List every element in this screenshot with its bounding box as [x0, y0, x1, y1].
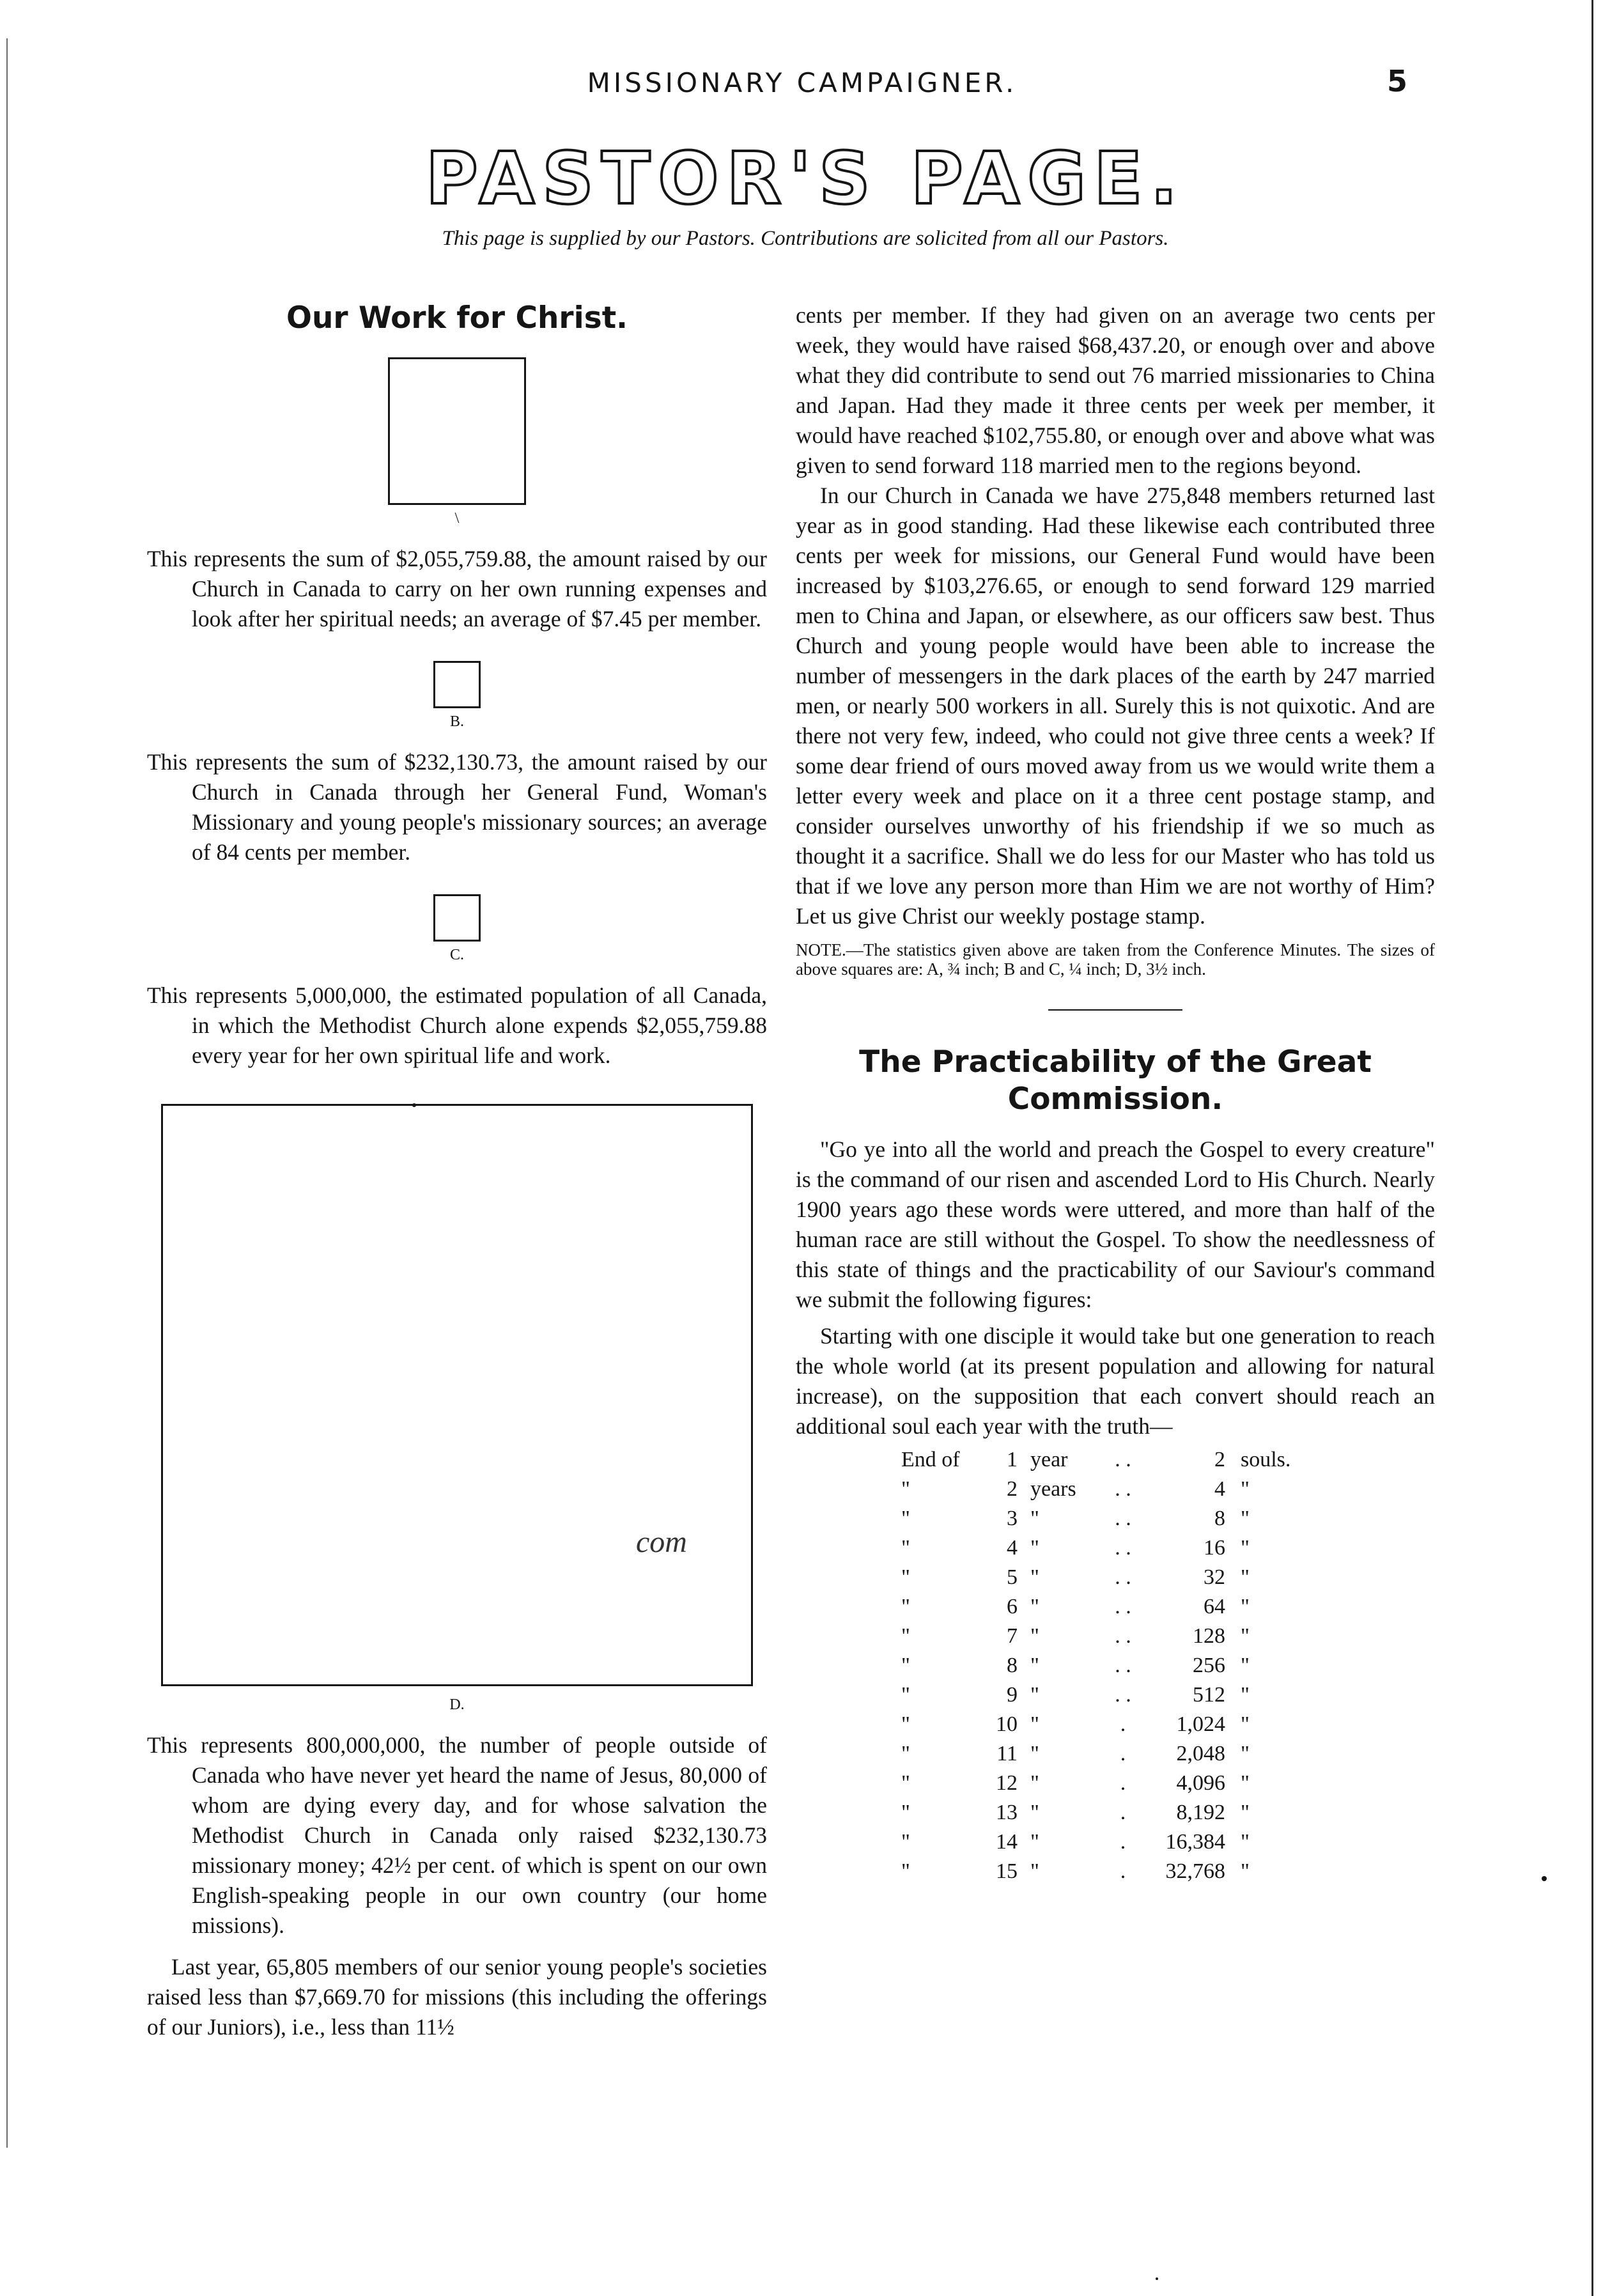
table-cell-c3: . . — [1115, 1477, 1131, 1501]
square-b — [433, 661, 481, 708]
square-c-label: C. — [449, 947, 464, 963]
table-cell-c0: " — [901, 1477, 910, 1501]
table-cell-c2: " — [1030, 1712, 1039, 1736]
table-cell-c5: " — [1241, 1742, 1250, 1765]
table-row — [901, 1827, 1298, 1857]
table-cell-c4: 32,768 — [1165, 1859, 1225, 1883]
table-cell-c2: years — [1030, 1477, 1076, 1501]
table-cell-c4: 256 — [1193, 1654, 1225, 1677]
square-b-label: B. — [449, 713, 464, 730]
table-cell-c1: 15 — [996, 1859, 1018, 1883]
table-cell-c0: " — [901, 1536, 910, 1560]
section-heading-great-commission: The Practicability of the Great Commission. — [859, 1044, 1372, 1117]
table-cell-c2: year — [1030, 1448, 1068, 1471]
table-cell-c0: " — [901, 1507, 910, 1530]
table-row — [901, 1533, 1298, 1563]
table-row — [901, 1739, 1298, 1769]
table-cell-c4: 16,384 — [1165, 1830, 1225, 1854]
table-cell-c0: " — [901, 1654, 910, 1677]
table-cell-c5: " — [1241, 1595, 1250, 1618]
table-cell-c1: 12 — [996, 1771, 1018, 1795]
scan-edge-right — [1591, 0, 1593, 2296]
table-cell-c4: 4 — [1214, 1477, 1225, 1501]
table-cell-c1: 4 — [1007, 1536, 1018, 1560]
scan-speck — [1542, 1876, 1547, 1881]
table-cell-c5: " — [1241, 1536, 1250, 1560]
table-row — [901, 1622, 1298, 1651]
table-cell-c2: " — [1030, 1830, 1039, 1854]
table-cell-c5: " — [1241, 1859, 1250, 1883]
table-cell-c3: . . — [1115, 1507, 1131, 1530]
table-cell-c0: " — [901, 1830, 910, 1854]
table-cell-c2: " — [1030, 1624, 1039, 1648]
paragraph-go-ye: "Go ye into all the world and preach the Gospel to every creature" is the command of our risen and ascended Lord to His Church. Nearly 1900 years ago these words were uttered, and more than half of the human race are still without the Gospel. To show the needlessness of this state of things and the practicability of our Saviour's command we submit the following figures: — [796, 1136, 1435, 1312]
square-c — [433, 894, 481, 942]
table-cell-c5: " — [1241, 1565, 1250, 1589]
table-row — [901, 1680, 1298, 1710]
table-cell-c0: End of — [901, 1448, 960, 1471]
table-cell-c4: 16 — [1204, 1536, 1225, 1560]
table-cell-c2: " — [1030, 1595, 1039, 1618]
table-cell-c4: 2,048 — [1176, 1742, 1225, 1765]
table-row — [901, 1504, 1298, 1533]
page-title: PASTOR'S PAGE. — [425, 137, 1186, 221]
table-cell-c2: " — [1030, 1536, 1039, 1560]
table-row — [901, 1475, 1298, 1504]
table-cell-c5: " — [1241, 1801, 1250, 1824]
paragraph-young-people: Last year, 65,805 members of our senior young people's societies raised less than $7,669.70 for missions (this including the offerings of our Juniors), i.e., less than 11½ — [147, 1954, 767, 2040]
table-cell-c1: 3 — [1007, 1507, 1018, 1530]
table-cell-c2: " — [1030, 1771, 1039, 1795]
table-cell-c1: 7 — [1007, 1624, 1018, 1648]
right-column — [796, 300, 1435, 1886]
table-row — [901, 1563, 1298, 1592]
table-cell-c2: " — [1030, 1683, 1039, 1707]
table-cell-c3: . — [1120, 1830, 1126, 1854]
table-cell-c0: " — [901, 1683, 910, 1707]
table-cell-c5: " — [1241, 1624, 1250, 1648]
table-row — [901, 1592, 1298, 1622]
table-cell-c1: 2 — [1007, 1477, 1018, 1501]
table-row — [901, 1769, 1298, 1798]
paragraph-square-b: This represents the sum of $232,130.73, the amount raised by our Church in Canada through her General Fund, Woman's Missionary and young people's missionary sources; an average of 84 cents per member. — [147, 749, 767, 865]
square-d — [161, 1104, 753, 1686]
table-cell-c3: . . — [1115, 1536, 1131, 1560]
table-cell-c5: " — [1241, 1712, 1250, 1736]
table-cell-c5: " — [1241, 1683, 1250, 1707]
running-head: MISSIONARY CAMPAIGNER. — [587, 67, 1018, 98]
table-cell-c1: 11 — [996, 1742, 1018, 1765]
souls-table — [901, 1445, 1298, 1886]
table-cell-c2: " — [1030, 1507, 1039, 1530]
table-cell-c2: " — [1030, 1654, 1039, 1677]
table-cell-c3: . — [1120, 1859, 1126, 1883]
table-cell-c0: " — [901, 1595, 910, 1618]
table-cell-c3: . . — [1115, 1654, 1131, 1677]
table-cell-c4: 8,192 — [1176, 1801, 1225, 1824]
table-cell-c5: souls. — [1241, 1448, 1291, 1471]
statistics-note: NOTE.—The statistics given above are taken from the Conference Minutes. The sizes of above squares are: A, ¾ inch; B and C, ¼ inch; D, 3½ inch. — [796, 940, 1435, 979]
table-cell-c3: . . — [1115, 1448, 1131, 1471]
scan-speck — [1156, 2277, 1158, 2280]
table-cell-c3: . — [1120, 1801, 1126, 1824]
table-cell-c2: " — [1030, 1801, 1039, 1824]
table-cell-c4: 8 — [1214, 1507, 1225, 1530]
table-cell-c1: 10 — [996, 1712, 1018, 1736]
table-cell-c1: 13 — [996, 1801, 1018, 1824]
table-cell-c0: " — [901, 1565, 910, 1589]
table-cell-c5: " — [1241, 1654, 1250, 1677]
table-row — [901, 1798, 1298, 1827]
paragraph-square-a: This represents the sum of $2,055,759.88, the amount raised by our Church in Canada to carry on her own running expenses and look after her spiritual needs; an average of $7.45 per member. — [147, 546, 767, 632]
table-cell-c1: 6 — [1007, 1595, 1018, 1618]
table-cell-c5: " — [1241, 1477, 1250, 1501]
table-cell-c1: 5 — [1007, 1565, 1018, 1589]
table-cell-c2: " — [1030, 1859, 1039, 1883]
table-cell-c0: " — [901, 1742, 910, 1765]
table-cell-c0: " — [901, 1859, 910, 1883]
left-column — [147, 300, 767, 2042]
page-number: 5 — [1387, 64, 1408, 98]
table-cell-c0: " — [901, 1712, 910, 1736]
paragraph-church-members: In our Church in Canada we have 275,848 members returned last year as in good standing. Had these likewise each contributed three cents per week for missions, our General Fund would have been increased by $103,276.65, or enough to send forward 129 married men to China and Japan, or elsewhere, as our officers saw best. Thus Church and young people would have been able to increase the number of messengers in the dark places of the earth by 247 married men, or nearly 500 workers in all. Surely this is not quixotic. And are there not very few, indeed, who could not give three cents a week? If some dear friend of ours moved away from us we would write them a letter every week and place on it a three cent postage stamp, and consider ourselves unworthy of his friendship if we so much as thought it a sacrifice. Shall we do less for our Master who has told us that if we love any person more than Him we are not worthy of Him? Let us give Christ our weekly postage stamp. — [796, 483, 1435, 929]
table-cell-c1: 8 — [1007, 1654, 1018, 1677]
table-cell-c4: 2 — [1214, 1448, 1225, 1471]
table-cell-c0: " — [901, 1624, 910, 1648]
table-cell-c3: . — [1120, 1742, 1126, 1765]
table-cell-c4: 4,096 — [1176, 1771, 1225, 1795]
table-cell-c3: . . — [1115, 1683, 1131, 1707]
table-cell-c1: 14 — [996, 1830, 1018, 1854]
table-cell-c4: 512 — [1193, 1683, 1225, 1707]
square-a-label: \ — [454, 510, 460, 527]
table-cell-c5: " — [1241, 1771, 1250, 1795]
table-cell-c1: 1 — [1007, 1448, 1018, 1471]
square-a — [388, 357, 526, 505]
section-heading-our-work: Our Work for Christ. — [286, 300, 628, 336]
table-cell-c5: " — [1241, 1830, 1250, 1854]
table-cell-c2: " — [1030, 1565, 1039, 1589]
paragraph-square-d: This represents 800,000,000, the number of people outside of Canada who have never yet heard the name of Jesus, 80,000 of whom are dying every day, and for whose salvation the Methodist Church in Canada only raised $232,130.73 missionary money; 42½ per cent. of which is spent on our own English-speaking people in our own country (our home missions). — [147, 1732, 767, 1938]
table-cell-c4: 1,024 — [1176, 1712, 1225, 1736]
paragraph-square-c: This represents 5,000,000, the estimated population of all Canada, in which the Methodist Church alone expends $2,055,759.88 every year for her own spiritual life and work. — [147, 982, 767, 1068]
scan-speck — [412, 1103, 416, 1107]
table-row — [901, 1445, 1298, 1475]
square-d-label: D. — [449, 1696, 465, 1713]
paragraph-cents-per-member: cents per member. If they had given on an average two cents per week, they would have raised $68,437.20, or enough over and above what they did contribute to send out 76 married missionaries to China and Japan. Had they made it three cents per week per member, it would have reached $102,755.80, or enough over and above what was given to send forward 118 married men to the regions beyond. — [796, 302, 1435, 478]
section-divider — [1048, 1009, 1182, 1011]
table-cell-c0: " — [901, 1771, 910, 1795]
table-cell-c0: " — [901, 1801, 910, 1824]
table-cell-c3: . — [1120, 1712, 1126, 1736]
table-cell-c1: 9 — [1007, 1683, 1018, 1707]
table-cell-c3: . . — [1115, 1565, 1131, 1589]
table-cell-c2: " — [1030, 1742, 1039, 1765]
paragraph-one-disciple: Starting with one disciple it would take but one generation to reach the whole world (at its present population and allowing for natural increase), on the supposition that each convert should reach an additional soul each year with the truth— — [796, 1323, 1435, 1439]
scan-edge-left — [6, 38, 8, 2148]
table-row — [901, 1710, 1298, 1739]
table-cell-c4: 64 — [1204, 1595, 1225, 1618]
table-cell-c3: . . — [1115, 1595, 1131, 1618]
table-row — [901, 1651, 1298, 1680]
table-cell-c4: 32 — [1204, 1565, 1225, 1589]
page-subtitle: This page is supplied by our Pastors. Contributions are solicited from all our Pastors. — [442, 227, 1169, 250]
table-cell-c5: " — [1241, 1507, 1250, 1530]
table-cell-c4: 128 — [1193, 1624, 1225, 1648]
table-cell-c3: . . — [1115, 1624, 1131, 1648]
table-cell-c3: . — [1120, 1771, 1126, 1795]
table-row — [901, 1857, 1298, 1886]
pencil-scribble: com — [636, 1525, 687, 1559]
